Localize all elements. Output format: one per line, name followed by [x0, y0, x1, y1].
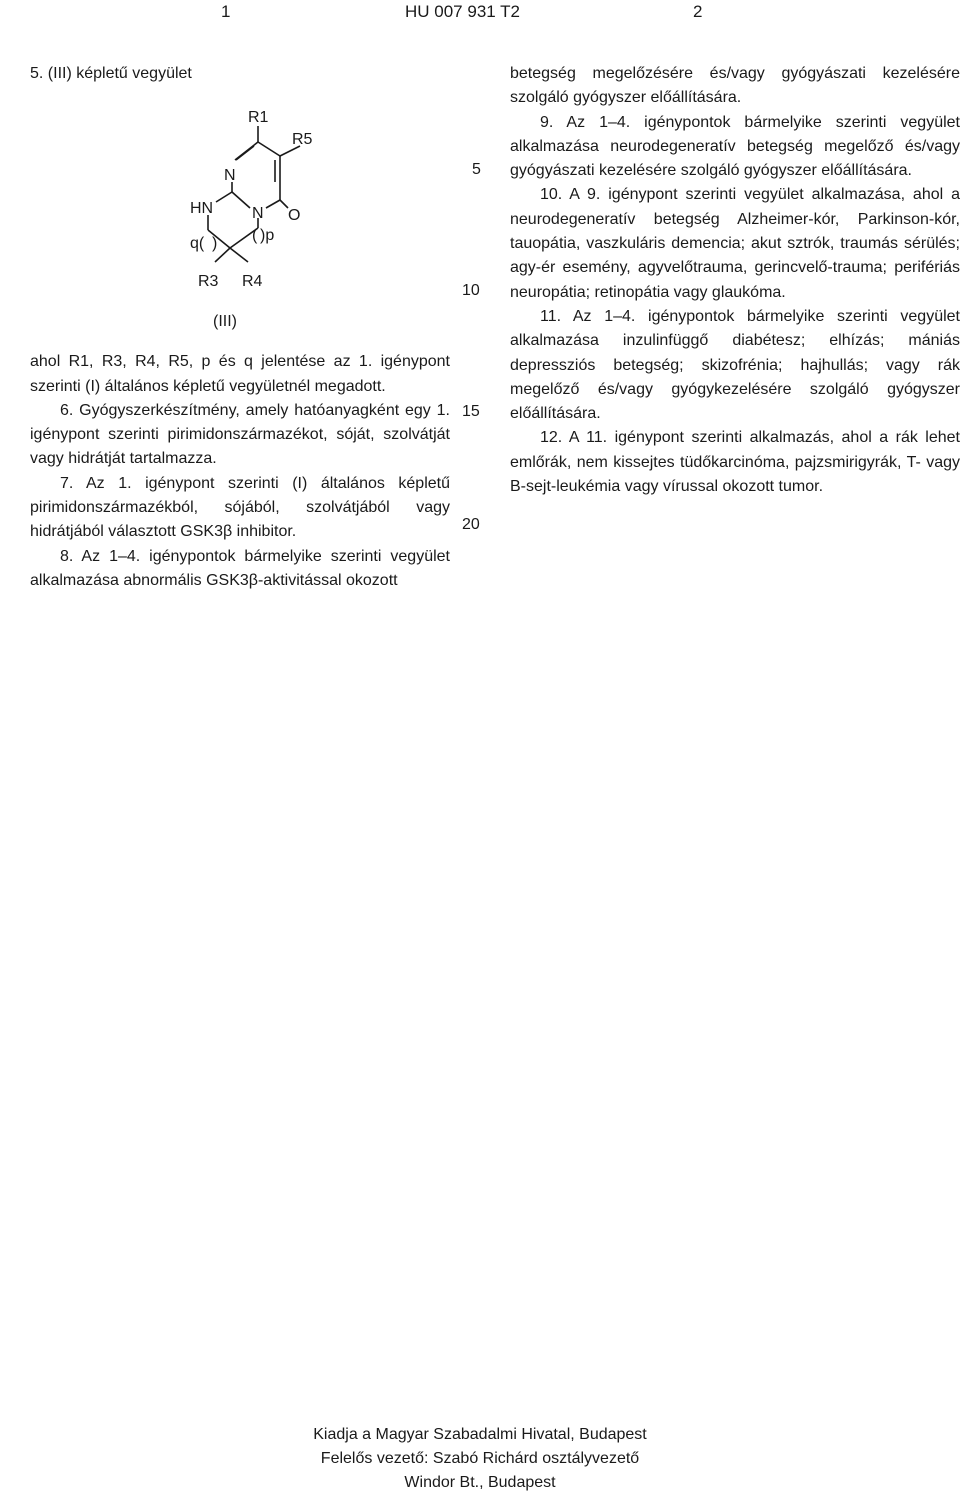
label-q-open: q(	[190, 235, 205, 253]
claim-10: 10. A 9. igénypont szerinti vegyület alkalmazása, ahol a neurodegeneratív betegség Alzheimer-kór, Parkinson-kór, tauopátia, vaszkuláris demencia; akut sztrók, traumás sérülés; agy-ér esemény, agyvelőtrauma, gerincvelő-trauma; perifériás neuropátia; retinopátia vagy glaukóma.	[510, 186, 960, 301]
claim-12: 12. A 11. igénypont szerinti alkalmazás, ahol a rák lehet emlőrák, nem kissejtes tüdőkarcinóma, pajzsmirigyrák, T- vagy B-sejt-leukémia vagy vírussal okozott tumor.	[510, 429, 960, 496]
label-r1: R1	[248, 109, 269, 127]
label-hn: HN	[190, 200, 214, 218]
line-number-20: 20	[462, 516, 480, 533]
claim-5-title: 5. (III) képletű vegyület	[30, 65, 192, 82]
claim-8-end: betegség megelőzésére és/vagy gyógyászati kezelésére szolgáló gyógyszer előállítására.	[510, 65, 960, 107]
claim-7: 7. Az 1. igénypont szerinti (I) általános képletű pirimidonszármazékból, sójából, szolvátjából vagy hidrátjából választott GSK3β inhibitor.	[30, 474, 450, 541]
footer-responsible: Felelős vezető: Szabó Richárd osztályvezető	[320, 1450, 640, 1467]
label-n-upper: N	[224, 167, 236, 185]
footer-publisher: Kiadja a Magyar Szabadalmi Hivatal, Budapest	[313, 1426, 647, 1443]
page-number-left: 1	[221, 2, 231, 21]
label-p-open: (	[252, 227, 258, 245]
right-column	[510, 62, 960, 499]
claim-9: 9. Az 1–4. igénypontok bármelyike szerinti vegyület alkalmazása neurodegeneratív betegség megelőző és/vagy gyógyászati kezelésére szolgáló gyógyszer előállítására.	[510, 113, 960, 180]
chemical-structure-iii	[30, 90, 450, 340]
page-number-right: 2	[693, 2, 703, 21]
label-q-close: )	[212, 235, 218, 253]
formula-label: (III)	[213, 313, 237, 331]
label-r3: R3	[198, 273, 219, 291]
claim-6: 6. Gyógyszerkészítmény, amely hatóanyagként egy 1. igénypont szerinti pirimidonszármazékot, sóját, szolvátját vagy hidrátját tartalmazza.	[30, 401, 450, 468]
claim-8-start: 8. Az 1–4. igénypontok bármelyike szerinti vegyület alkalmazása abnormális GSK3β-aktivitással okozott	[30, 547, 450, 589]
label-r5: R5	[292, 131, 313, 149]
document-number: HU 007 931 T2	[405, 2, 520, 21]
page-header	[0, 0, 960, 30]
claim-5-definition: ahol R1, R3, R4, R5, p és q jelentése az 1. igénypont szerinti (I) általános képletű vegyületnél megadott.	[30, 353, 450, 395]
footer-printer: Windor Bt., Budapest	[404, 1474, 556, 1491]
label-n-ring: N	[252, 205, 264, 223]
left-column	[30, 62, 450, 593]
label-r4: R4	[242, 273, 263, 291]
line-number-10: 10	[462, 282, 480, 299]
publisher-footer	[0, 1423, 960, 1495]
label-oxygen: O	[288, 207, 301, 225]
line-number-5: 5	[472, 161, 481, 178]
structure-drawing	[160, 90, 340, 305]
label-p-close: )p	[260, 227, 275, 245]
line-number-15: 15	[462, 403, 480, 420]
claim-11: 11. Az 1–4. igénypontok bármelyike szerinti vegyület alkalmazása inzulinfüggő diabétesz; elhízás; mániás depressziós betegség; skizofrénia; hajhullás; vagy rák megelőző és/vagy gyógykezelésére szolgáló gyógyszer előállítására.	[510, 307, 960, 423]
